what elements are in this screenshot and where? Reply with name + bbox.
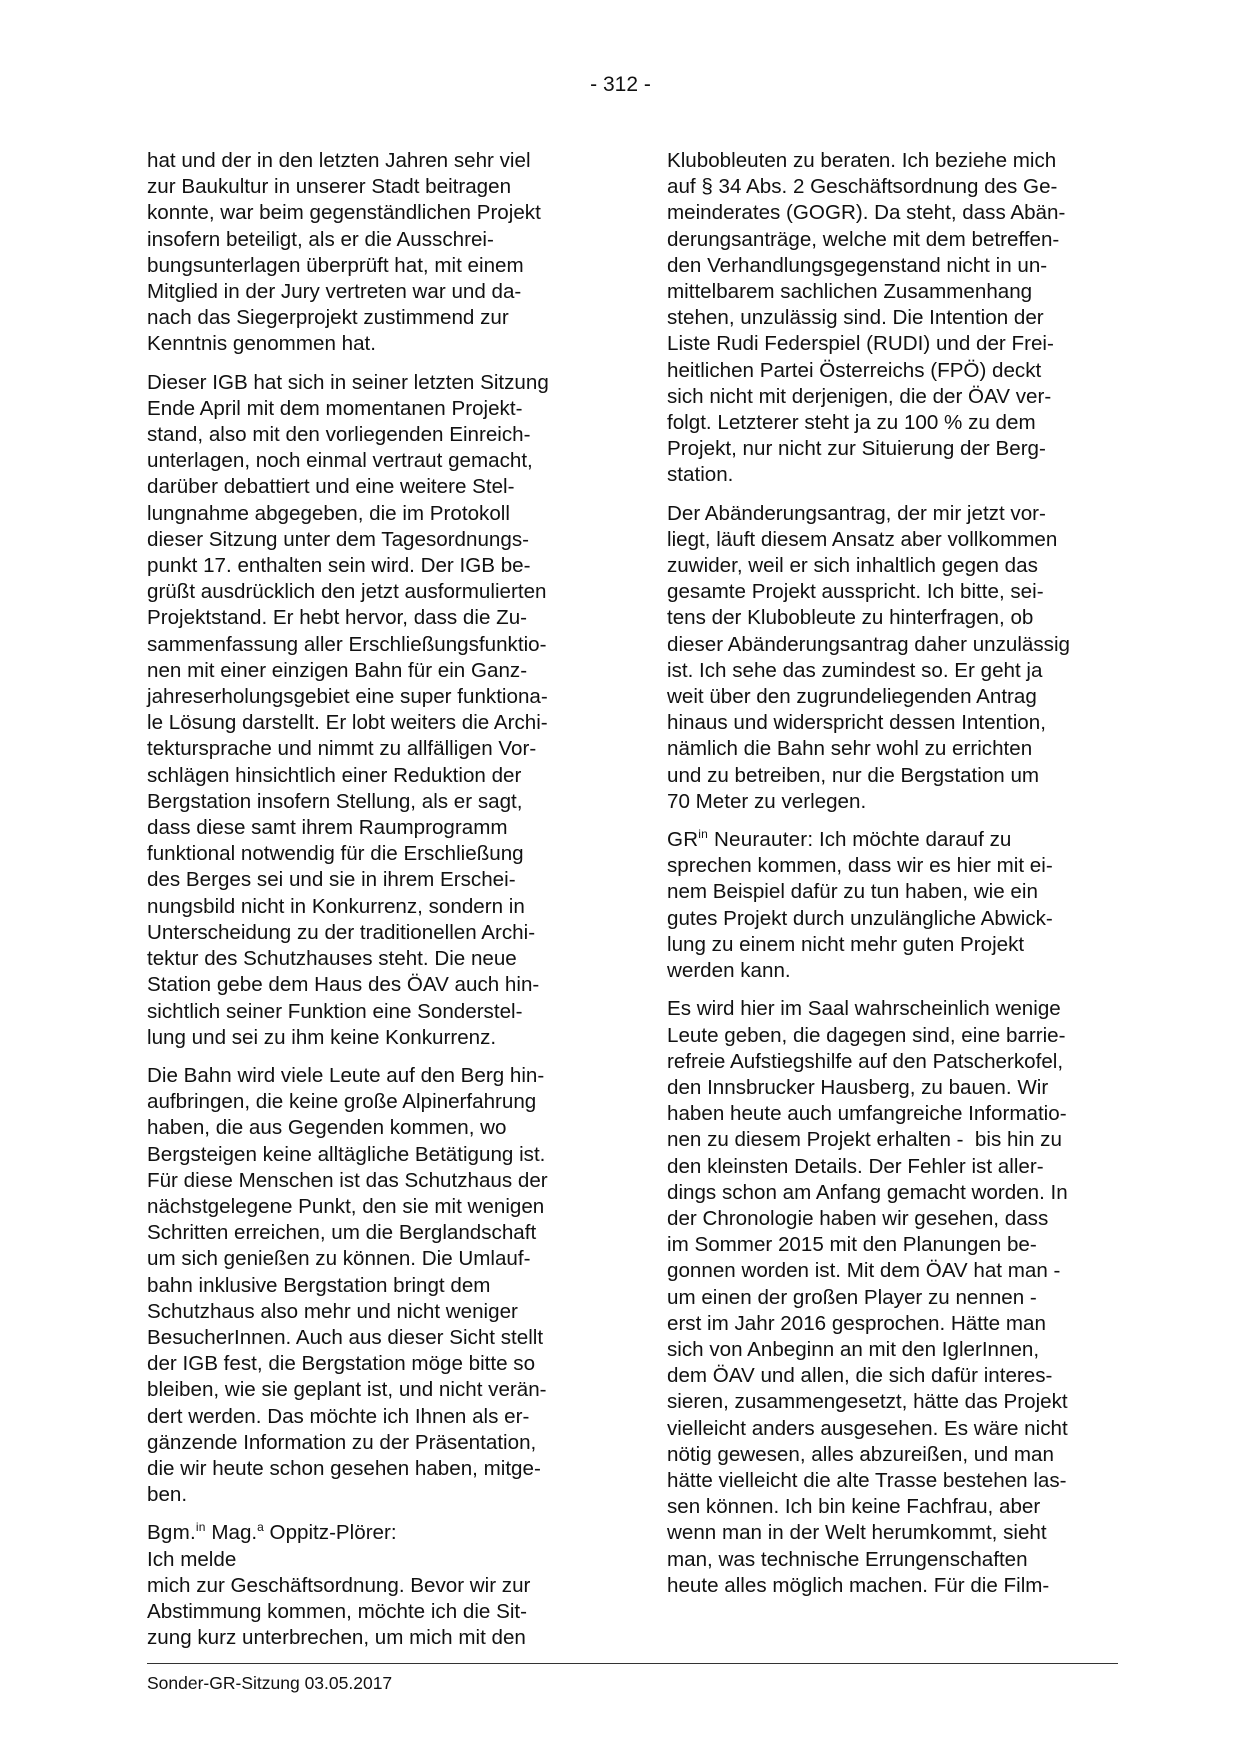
text-line: um einen der großen Player zu nennen - xyxy=(667,1285,1037,1309)
text-line: nungsbild nicht in Konkurrenz, sondern in xyxy=(147,894,525,918)
text-line: heitlichen Partei Österreichs (FPÖ) deckt xyxy=(667,358,1042,382)
text-line: Dieser IGB hat sich in seiner letzten Sitzung xyxy=(147,370,549,394)
footer: Sonder-GR-Sitzung 03.05.2017 xyxy=(147,1673,393,1693)
text-line: 70 Meter zu verlegen. xyxy=(667,789,867,813)
text-line: haben heute auch umfangreiche Informatio- xyxy=(667,1102,1067,1126)
text-line: nächstgelegene Punkt, den sie mit wenigen xyxy=(147,1194,545,1218)
text-line: Schritten erreichen, um die Berglandschaft xyxy=(147,1221,537,1245)
speaker-title-suffix: a xyxy=(257,1520,264,1535)
paragraph xyxy=(667,996,1119,1599)
text-line: Die Bahn wird viele Leute auf den Berg hin- xyxy=(147,1063,545,1087)
text-line: stand, also mit den vorliegenden Einreich- xyxy=(147,423,531,447)
text-line: bahn inklusive Bergstation bringt dem xyxy=(147,1273,491,1297)
text-line: folgt. Letzterer steht ja zu 100 % zu dem xyxy=(667,411,1036,435)
text-line: insofern beteiligt, als er die Ausschrei- xyxy=(147,227,494,251)
text-line: meinderates (GOGR). Da steht, dass Abän- xyxy=(667,201,1066,225)
text-line: im Sommer 2015 mit den Planungen be- xyxy=(667,1233,1037,1257)
text-line: gesamte Projekt ausspricht. Ich bitte, sei- xyxy=(667,580,1044,604)
text-line: den Innsbrucker Hausberg, zu bauen. Wir xyxy=(667,1075,1049,1099)
speaker-prefix: GR xyxy=(667,828,699,852)
text-line: Projektstand. Er hebt hervor, dass die Zu- xyxy=(147,606,528,630)
text-line: dieser Sitzung unter dem Tagesordnungs- xyxy=(147,527,529,551)
text-line: hätte vielleicht die alte Trasse bestehen las- xyxy=(667,1468,1067,1492)
text-line: sprechen kommen, dass wir es hier mit ei- xyxy=(667,854,1053,878)
paragraph xyxy=(667,501,1119,815)
text-line: nem Beispiel dafür zu tun haben, wie ein xyxy=(667,880,1038,904)
text-line: Unterscheidung zu der traditionellen Archi- xyxy=(147,920,536,944)
speaker-prefix: Bgm. xyxy=(147,1521,196,1545)
text-line: liegt, läuft diesem Ansatz aber vollkommen xyxy=(667,527,1058,551)
text-line: wenn man in der Welt herumkommt, sieht xyxy=(667,1521,1047,1545)
text-line: den Verhandlungsgegenstand nicht in un- xyxy=(667,253,1048,277)
text-line: dieser Abänderungsantrag daher unzulässig xyxy=(667,632,1071,656)
text-line: darüber debattiert und eine weitere Stel- xyxy=(147,475,515,499)
text-line: schlägen hinsichtlich einer Reduktion der xyxy=(147,763,522,787)
text-line: haben, die aus Gegenden kommen, wo xyxy=(147,1116,507,1140)
text-line: sichtlich seiner Funktion eine Sonderstel- xyxy=(147,999,523,1023)
paragraph xyxy=(147,1063,599,1508)
text-line: mittelbarem sachlichen Zusammenhang xyxy=(667,280,1033,304)
speech-paragraph xyxy=(667,827,1119,984)
text-line: gänzende Information zu der Präsentation, xyxy=(147,1430,537,1454)
text-line: der IGB fest, die Bergstation möge bitte so xyxy=(147,1352,536,1376)
paragraph xyxy=(147,370,599,1051)
text-line: und zu betreiben, nur die Bergstation um xyxy=(667,763,1040,787)
text-line: heute alles möglich machen. Für die Film- xyxy=(667,1573,1050,1597)
text-line: hinaus und widerspricht dessen Intention, xyxy=(667,711,1046,735)
text-line: konnte, war beim gegenständlichen Projekt xyxy=(147,201,541,225)
speaker-title: Mag. xyxy=(205,1521,258,1545)
text-line: des Berges sei und sie in ihrem Erschei- xyxy=(147,868,516,892)
text-line: funktional notwendig für die Erschließung xyxy=(147,842,524,866)
text-line: zur Baukultur in unserer Stadt beitragen xyxy=(147,175,512,199)
text-line: nen mit einer einzigen Bahn für ein Ganz- xyxy=(147,658,528,682)
text-line: le Lösung darstellt. Er lobt weiters die Archi- xyxy=(147,711,548,735)
speaker-line xyxy=(147,1520,599,1546)
text-line: Mitglied in der Jury vertreten war und da- xyxy=(147,280,522,304)
text-line: lungnahme abgegeben, die im Protokoll xyxy=(147,501,510,525)
text-line: stehen, unzulässig sind. Die Intention der xyxy=(667,306,1044,330)
text-line: dings schon am Anfang gemacht worden. In xyxy=(667,1180,1068,1204)
text-line: zung kurz unterbrechen, um mich mit den xyxy=(147,1626,526,1650)
text-line: lung zu einem nicht mehr guten Projekt xyxy=(667,932,1025,956)
text-line: dem ÖAV und allen, die sich dafür interes- xyxy=(667,1364,1053,1388)
text-line: unterlagen, noch einmal vertraut gemacht, xyxy=(147,449,533,473)
text-line: hat und der in den letzten Jahren sehr viel xyxy=(147,149,531,172)
text-line: Der Abänderungsantrag, der mir jetzt vor- xyxy=(667,501,1046,525)
left-column xyxy=(147,148,599,1663)
text-line: nach das Siegerprojekt zustimmend zur xyxy=(147,306,509,330)
speech-paragraph xyxy=(147,1520,599,1651)
text-line: Bergstation insofern Stellung, als er sagt, xyxy=(147,789,523,813)
text-line: Ende April mit dem momentanen Projekt- xyxy=(147,396,523,420)
text-line: sich nicht mit derjenigen, die der ÖAV ver- xyxy=(667,384,1052,408)
text-line: punkt 17. enthalten sein wird. Der IGB be- xyxy=(147,554,531,578)
text-line: Station gebe dem Haus des ÖAV auch hin- xyxy=(147,973,540,997)
text-line: sammenfassung aller Erschließungsfunktio- xyxy=(147,632,547,656)
text-line: der Chronologie haben wir gesehen, dass xyxy=(667,1206,1049,1230)
text-line: grüßt ausdrücklich den jetzt ausformulierten xyxy=(147,580,547,604)
text-line: erst im Jahr 2016 gesprochen. Hätte man xyxy=(667,1311,1046,1335)
text-line: Abstimmung kommen, möchte ich die Sit- xyxy=(147,1599,527,1623)
text-line: derungsanträge, welche mit dem betreffen- xyxy=(667,227,1060,251)
text-line: tektur des Schutzhauses steht. Die neue xyxy=(147,947,517,971)
text-line: dass diese samt ihrem Raumprogramm xyxy=(147,816,508,840)
text-line: Schutzhaus also mehr und nicht weniger xyxy=(147,1299,518,1323)
text-line: nen zu diesem Projekt erhalten - bis hin zu xyxy=(667,1128,1062,1152)
text-line: gonnen worden ist. Mit dem ÖAV hat man - xyxy=(667,1259,1061,1283)
speech-text: Ich melde xyxy=(147,1547,237,1571)
text-line: bungsunterlagen überprüft hat, mit einem xyxy=(147,253,524,277)
text-line: tektursprache und nimmt zu allfälligen Vor- xyxy=(147,737,537,761)
text-line: vielleicht anders ausgesehen. Es wäre nicht xyxy=(667,1416,1068,1440)
speaker-suffix: in xyxy=(698,827,709,842)
paragraph xyxy=(147,148,599,358)
speaker-name xyxy=(147,1521,206,1544)
text-line: nötig gewesen, alles abzureißen, und man xyxy=(667,1442,1054,1466)
text-line: zuwider, weil er sich inhaltlich gegen das xyxy=(667,554,1038,578)
page-number: - 312 - xyxy=(590,73,651,96)
text-line: werden kann. xyxy=(667,959,791,983)
text-line: sieren, zusammengesetzt, hätte das Projekt xyxy=(667,1390,1068,1414)
text-line: den kleinsten Details. Der Fehler ist aller- xyxy=(667,1154,1044,1178)
text-line: weit über den zugrundeliegenden Antrag xyxy=(667,685,1037,709)
speech-text: Ich möchte darauf zu xyxy=(813,828,1012,852)
text-line: refreie Aufstiegshilfe auf den Patscherkofel, xyxy=(667,1049,1064,1073)
text-line: station. xyxy=(667,463,734,487)
text-line: BesucherInnen. Auch aus dieser Sicht stellt xyxy=(147,1325,544,1349)
text-line: Es wird hier im Saal wahrscheinlich wenige xyxy=(667,997,1061,1021)
text-line: Für diese Menschen ist das Schutzhaus der xyxy=(147,1168,548,1192)
text-line: ben. xyxy=(147,1483,188,1507)
text-line: Leute geben, die dagegen sind, eine barrie- xyxy=(667,1023,1066,1047)
text-line: nämlich die Bahn sehr wohl zu errichten xyxy=(667,737,1033,761)
right-column xyxy=(667,148,1119,1611)
text-line: man, was technische Errungenschaften xyxy=(667,1547,1028,1571)
text-line: Klubobleuten zu beraten. Ich beziehe mich xyxy=(667,149,1057,172)
text-line: Projekt, nur nicht zur Situierung der Berg- xyxy=(667,437,1046,461)
text-line: lung und sei zu ihm keine Konkurrenz. xyxy=(147,1025,497,1049)
text-line: um sich genießen zu können. Die Umlauf- xyxy=(147,1247,531,1271)
text-line: jahreserholungsgebiet eine super funktiona- xyxy=(147,685,548,709)
text-line: mich zur Geschäftsordnung. Bevor wir zur xyxy=(147,1573,531,1597)
text-line: sich von Anbeginn an mit den IglerInnen, xyxy=(667,1337,1040,1361)
text-line: Liste Rudi Federspiel (RUDI) und der Frei- xyxy=(667,332,1054,356)
text-line: aufbringen, die keine große Alpinerfahrung xyxy=(147,1090,537,1114)
text-line: gutes Projekt durch unzulängliche Abwick- xyxy=(667,906,1053,930)
text-line: auf § 34 Abs. 2 Geschäftsordnung des Ge- xyxy=(667,175,1058,199)
text-line: tens der Klubobleute zu hinterfragen, ob xyxy=(667,606,1034,630)
text-line: bleiben, wie sie geplant ist, und nicht verän- xyxy=(147,1378,547,1402)
speaker-surname: Neurauter: xyxy=(708,828,814,852)
text-line: ist. Ich sehe das zumindest so. Er geht ja xyxy=(667,658,1043,682)
speaker-line xyxy=(667,827,1119,853)
speaker-suffix: in xyxy=(195,1520,206,1535)
text-line: die wir heute schon gesehen haben, mitge- xyxy=(147,1456,541,1480)
text-line: dert werden. Das möchte ich Ihnen als er- xyxy=(147,1404,530,1428)
speaker-name xyxy=(667,828,813,851)
text-line: sen können. Ich bin keine Fachfrau, aber xyxy=(667,1495,1041,1519)
footer-divider xyxy=(147,1663,1118,1664)
text-line: Kenntnis genommen hat. xyxy=(147,332,376,356)
text-line: Bergsteigen keine alltägliche Betätigung ist. xyxy=(147,1142,546,1166)
speaker-surname: Oppitz-Plörer: xyxy=(263,1521,397,1545)
paragraph xyxy=(667,148,1119,489)
